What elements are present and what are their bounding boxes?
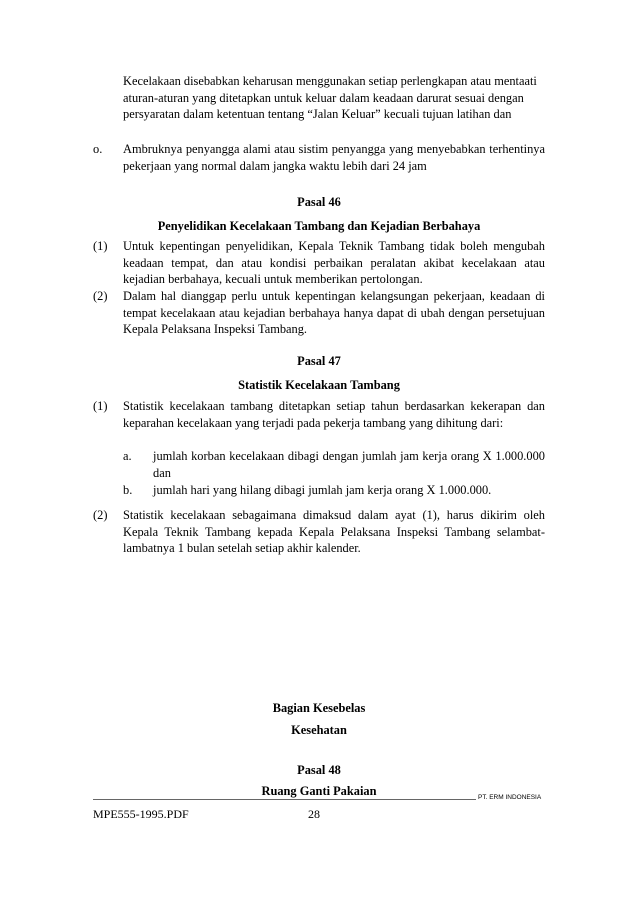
pasal-47-heading: Pasal 47 [297, 354, 341, 368]
pasal-47-title: Statistik Kecelakaan Tambang [238, 378, 400, 392]
list-item-number: (1) [93, 239, 108, 253]
list-item-text: Dalam hal dianggap perlu untuk kepentingan kelangsungan pekerjaan, keadaan di tempat kecelakaan atau kejadian berbahaya hanya dapat di ubah dengan persetujuan Kepala Pelaksana Inspeksi Tambang. [123, 289, 545, 336]
subitem-letter: b. [123, 483, 133, 497]
footer-filename: MPE555-1995.PDF [93, 807, 189, 821]
pasal-46-item-2 [93, 288, 545, 338]
bagian-title: Bagian Kesebelas [272, 701, 366, 715]
pasal-46-heading: Pasal 46 [297, 195, 341, 209]
subitem-text: jumlah hari yang hilang dibagi jumlah jam kerja orang X 1.000.000. [153, 483, 492, 497]
subitem-letter: a. [123, 449, 132, 463]
list-item-text: Untuk kepentingan penyelidikan, Kepala Teknik Tambang tidak boleh mengubah keadaan tempat, dan atau kondisi perbaikan peralatan akibat kecelakaan atau kejadian berbahaya, kecuali untuk memberikan pertolongan. [123, 239, 545, 286]
list-item-number: (1) [93, 399, 108, 413]
list-item-text: Statistik kecelakaan sebagaimana dimaksud dalam ayat (1), harus dikirim oleh Kepala Teknik Tambang kepada Kepala Pelaksana Inspeksi Tambang selambat-lambatnya 1 bulan setelah setiap akhir kalender. [123, 508, 545, 555]
intro-paragraph: Kecelakaan disebabkan keharusan menggunakan setiap perlengkapan atau mentaati aturan-aturan yang ditetapkan untuk keluar dalam keadaan darurat sesuai dengan persyaratan dalam ketentuan tentang “Jalan Keluar” kecuali tujuan latihan dan [123, 74, 537, 121]
page-number: 28 [308, 807, 320, 821]
list-item-text: Ambruknya penyangga alami atau sistim penyangga yang menyebabkan terhentinya pekerjaan yang normal dalam jangka waktu lebih dari 24 jam [123, 142, 545, 173]
footer-company: PT. ERM INDONESIA [478, 794, 542, 801]
list-item-number: (2) [93, 508, 108, 522]
pasal-47-item-2 [93, 507, 545, 557]
pasal-46-item-1 [93, 238, 545, 288]
pasal-47-subitem-b [123, 482, 545, 499]
pasal-47-subitem-a [123, 448, 545, 481]
list-item-number: (2) [93, 289, 108, 303]
list-item-text: Statistik kecelakaan tambang ditetapkan setiap tahun berdasarkan kekerapan dan keparahan kecelakaan yang terjadi pada pekerja tambang yang dihitung dari: [123, 399, 545, 430]
subitem-text: jumlah korban kecelakaan dibagi dengan jumlah jam kerja orang X 1.000.000 dan [153, 449, 545, 480]
pasal-47-item-1 [93, 398, 545, 431]
pasal-46-title: Penyelidikan Kecelakaan Tambang dan Kejadian Berbahaya [157, 219, 481, 233]
list-item-o [93, 141, 545, 174]
pasal-48-heading: Pasal 48 [297, 763, 341, 777]
footer-divider [93, 799, 476, 800]
list-item-number: o. [93, 142, 103, 156]
bagian-subtitle: Kesehatan [291, 723, 347, 737]
pasal-48-title: Ruang Ganti Pakaian [261, 784, 377, 798]
